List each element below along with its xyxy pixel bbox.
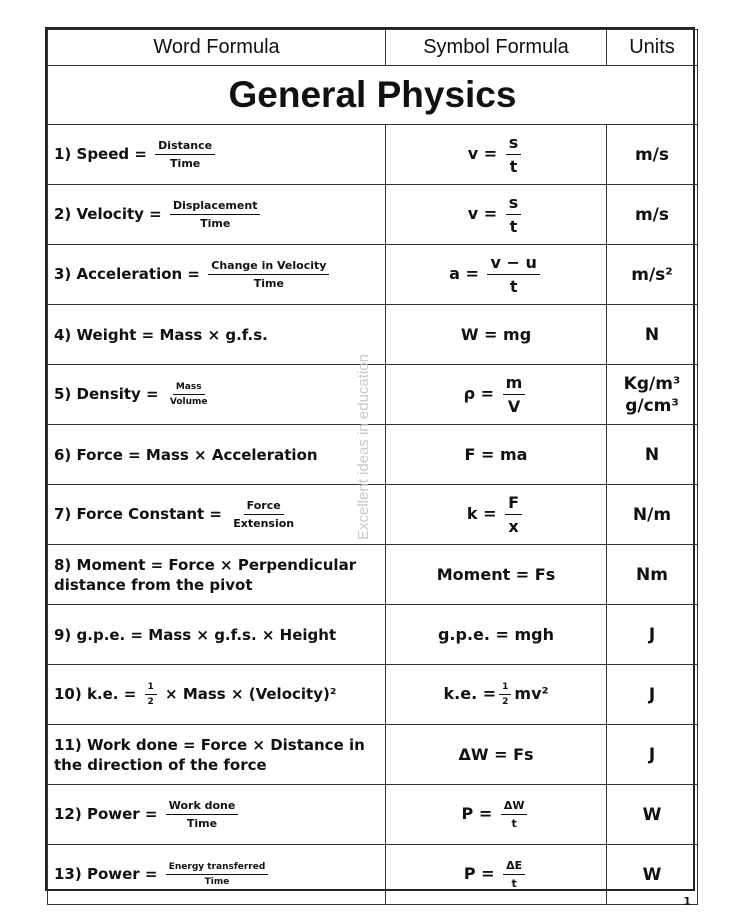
fraction-numerator: m: [503, 373, 526, 395]
unit-cell: N/m: [607, 485, 698, 545]
formula-label: 5) Density =: [54, 385, 159, 403]
fraction-denominator: Time: [253, 277, 284, 290]
symbol-formula: [386, 665, 607, 725]
symbol-rhs: mv²: [514, 684, 549, 703]
fraction-denominator: Time: [204, 877, 230, 887]
symbol-formula: Moment = Fs: [386, 545, 607, 605]
header-row: [48, 30, 698, 66]
unit-cell: m/s: [607, 185, 698, 245]
fraction-denominator: Volume: [169, 397, 208, 407]
word-formula: 9) g.p.e. = Mass × g.f.s. × Height: [48, 605, 386, 665]
word-fraction: [170, 199, 261, 230]
unit-cell: m/s²: [607, 245, 698, 305]
table-row: [48, 125, 698, 185]
watermark-text: Excellent ideas in education: [355, 354, 372, 540]
unit-cell: N: [607, 425, 698, 485]
fraction-numerator: Force: [244, 499, 284, 515]
unit-cell: [607, 365, 698, 425]
unit-cell: W: [607, 845, 698, 905]
symbol-formula: [386, 125, 607, 185]
symbol-lhs: k.e. =: [443, 684, 497, 703]
word-formula: [48, 665, 386, 725]
fraction-denominator: t: [511, 877, 517, 890]
fraction-denominator: t: [511, 817, 517, 830]
symbol-fraction: [506, 193, 522, 236]
symbol-fraction: [503, 859, 525, 890]
symbol-formula: W = mg: [386, 305, 607, 365]
table-row: [48, 725, 698, 785]
fraction-numerator: 1: [145, 682, 157, 695]
fraction-denominator: V: [507, 397, 521, 416]
word-fraction: [167, 382, 211, 407]
word-formula: [48, 245, 386, 305]
word-fraction: [208, 259, 329, 290]
formula-label: 3) Acceleration =: [54, 265, 201, 283]
formula-label-tail: × Mass × (Velocity)²: [165, 685, 337, 703]
unit-cell: N: [607, 305, 698, 365]
word-formula: [48, 785, 386, 845]
fraction-denominator: t: [509, 217, 518, 236]
formula-label: 12) Power =: [54, 805, 158, 823]
word-formula: [48, 845, 386, 905]
fraction-numerator: ΔE: [503, 859, 525, 875]
formula-label: 13) Power =: [54, 865, 158, 883]
formula-label: 1) Speed =: [54, 145, 147, 163]
page-title: General Physics: [48, 66, 698, 125]
fraction-denominator: Time: [200, 217, 231, 230]
symbol-formula: g.p.e. = mgh: [386, 605, 607, 665]
symbol-lhs: v =: [467, 144, 498, 163]
title-row: [48, 66, 698, 125]
unit-primary: Kg/m³: [623, 373, 681, 394]
symbol-formula: [386, 485, 607, 545]
unit-cell: J: [607, 665, 698, 725]
header-symbol-formula: Symbol Formula: [386, 30, 607, 66]
word-fraction: [166, 862, 269, 887]
fraction-numerator: v − u: [487, 253, 539, 275]
unit-cell: J: [607, 605, 698, 665]
symbol-lhs: P =: [463, 864, 495, 883]
unit-cell: J: [607, 725, 698, 785]
word-fraction: [166, 799, 239, 830]
symbol-lhs: ρ =: [463, 384, 495, 403]
fraction-denominator: t: [509, 157, 518, 176]
word-fraction: [155, 139, 215, 170]
unit-secondary: g/cm³: [625, 395, 679, 416]
symbol-formula: F = ma: [386, 425, 607, 485]
symbol-formula: [386, 185, 607, 245]
unit-cell: W: [607, 785, 698, 845]
symbol-fraction: [487, 253, 539, 296]
word-formula: 8) Moment = Force × Perpendicular distance from the pivot: [48, 545, 386, 605]
symbol-lhs: k =: [466, 504, 497, 523]
symbol-formula: [386, 245, 607, 305]
fraction-denominator: t: [509, 277, 518, 296]
formula-label: 10) k.e. =: [54, 685, 137, 703]
word-formula: [48, 185, 386, 245]
fraction-numerator: Energy transferred: [166, 862, 269, 875]
table-row: [48, 785, 698, 845]
header-units: Units: [607, 30, 698, 66]
fraction-numerator: Change in Velocity: [208, 259, 329, 275]
table-row: [48, 185, 698, 245]
symbol-formula: [386, 845, 607, 905]
word-formula: 11) Work done = Force × Distance in the direction of the force: [48, 725, 386, 785]
word-formula: 4) Weight = Mass × g.f.s.: [48, 305, 386, 365]
table-row: [48, 545, 698, 605]
unit-cell: m/s: [607, 125, 698, 185]
symbol-lhs: a =: [449, 264, 479, 283]
fraction-numerator: Displacement: [170, 199, 261, 215]
table-row: [48, 845, 698, 905]
symbol-fraction: [501, 799, 528, 830]
unit-cell: Nm: [607, 545, 698, 605]
fraction-numerator: ΔW: [501, 799, 528, 815]
word-formula: [48, 365, 386, 425]
table-row: [48, 245, 698, 305]
fraction-denominator: Time: [186, 817, 218, 830]
symbol-lhs: v =: [467, 204, 498, 223]
formula-label: 2) Velocity =: [54, 205, 162, 223]
symbol-formula: [386, 785, 607, 845]
fraction-denominator: Time: [170, 157, 201, 170]
fraction-denominator: 2: [147, 697, 154, 707]
symbol-formula: ΔW = Fs: [386, 725, 607, 785]
fraction-numerator: s: [506, 133, 522, 155]
table-row: [48, 605, 698, 665]
formula-label: 7) Force Constant =: [54, 505, 222, 523]
symbol-fraction: [503, 373, 526, 416]
fraction-numerator: Mass: [173, 382, 205, 395]
symbol-formula: [386, 365, 607, 425]
fraction-numerator: 1: [499, 682, 511, 695]
fraction-numerator: Distance: [155, 139, 215, 155]
word-fraction: [230, 499, 297, 530]
half-fraction: [499, 682, 511, 707]
fraction-numerator: F: [505, 493, 522, 515]
word-formula: 6) Force = Mass × Acceleration: [48, 425, 386, 485]
word-formula: [48, 485, 386, 545]
half-fraction: [145, 682, 157, 707]
fraction-denominator: x: [508, 517, 519, 536]
page-number: 1: [683, 895, 691, 908]
fraction-numerator: Work done: [166, 799, 239, 815]
fraction-denominator: 2: [502, 697, 509, 707]
symbol-fraction: [505, 493, 522, 536]
fraction-denominator: Extension: [233, 517, 295, 530]
fraction-numerator: s: [506, 193, 522, 215]
symbol-lhs: P =: [461, 804, 493, 823]
word-formula: [48, 125, 386, 185]
symbol-fraction: [506, 133, 522, 176]
table-row: [48, 665, 698, 725]
header-word-formula: Word Formula: [48, 30, 386, 66]
